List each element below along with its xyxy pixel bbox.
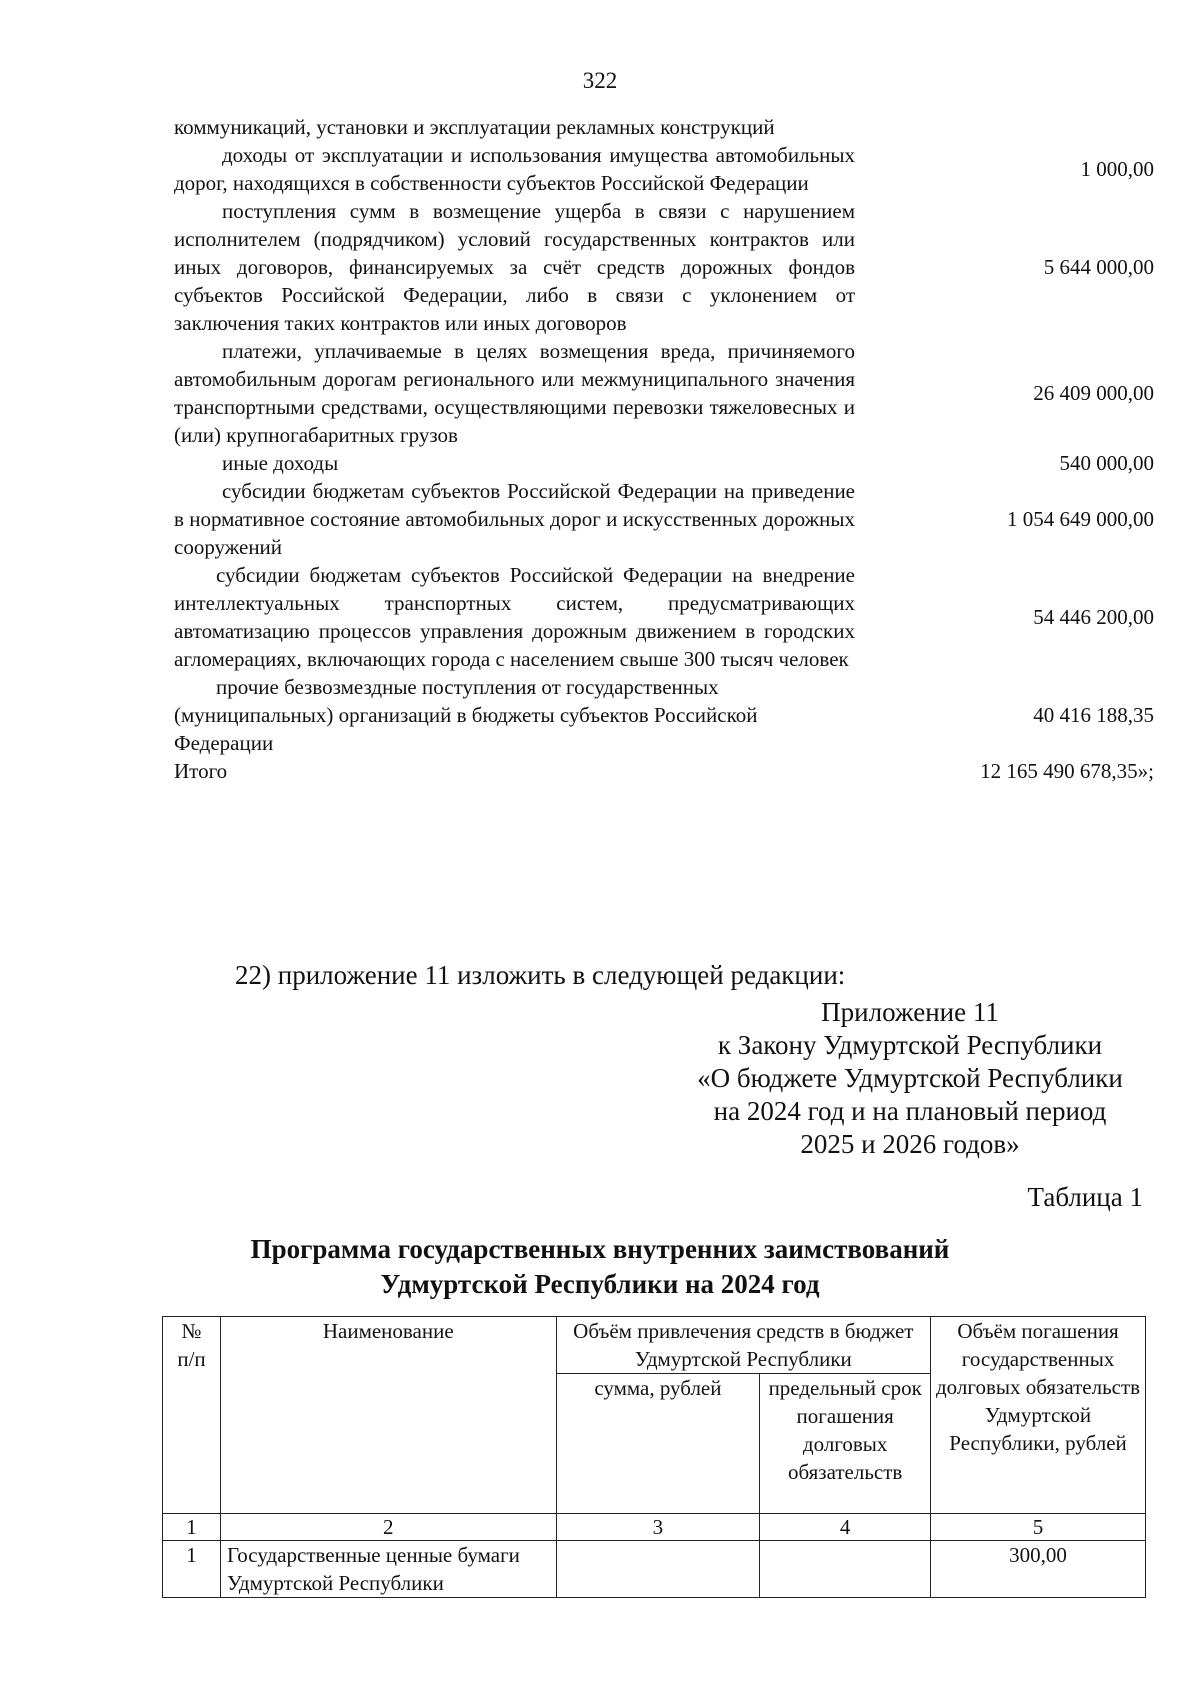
total-label: Итого xyxy=(174,759,228,783)
appendix-reference xyxy=(660,996,1160,1161)
header-num: № п/п xyxy=(163,1317,221,1514)
document-title xyxy=(0,1232,1200,1302)
column-index: 4 xyxy=(760,1514,931,1541)
income-text: платежи, уплачиваемые в целях возмещения вреда, причиняемого автомобильным дорогам регионального или межмуниципального значения транспортными средствами, осуществляющими перевозки тяжеловесных и (или) крупногабаритных грузов xyxy=(174,339,855,447)
appendix-line: «О бюджете Удмуртской Республики xyxy=(697,1063,1123,1093)
row-term xyxy=(760,1541,931,1598)
header-repayment: Объём погашения государственных долговых обязательств Удмуртской Республики, рублей xyxy=(931,1317,1146,1514)
income-row xyxy=(174,141,1154,197)
income-text: доходы от эксплуатации и использования имущества автомобильных дорог, находящихся в собственности субъектов Российской Федерации xyxy=(174,143,855,195)
column-index: 5 xyxy=(931,1514,1146,1541)
row-repayment: 300,00 xyxy=(931,1541,1146,1598)
total-amount: 12 165 490 678,35»; xyxy=(980,759,1154,783)
income-amount: 1 054 649 000,00 xyxy=(1007,507,1154,531)
column-index: 3 xyxy=(556,1514,760,1541)
income-amount: 540 000,00 xyxy=(1059,451,1154,475)
table-label: Таблица 1 xyxy=(1027,1182,1143,1212)
income-list xyxy=(174,113,1154,785)
appendix-line: на 2024 год и на плановый период xyxy=(713,1096,1107,1126)
appendix-line: к Закону Удмуртской Республики xyxy=(717,1030,1103,1060)
income-text: иные доходы xyxy=(222,451,339,475)
income-text: субсидии бюджетам субъектов Российской Федерации на приведение в нормативное состояние автомобильных дорог и искусственных дорожных сооружений xyxy=(174,479,855,559)
income-amount: 26 409 000,00 xyxy=(1033,381,1154,405)
borrowings-table xyxy=(162,1316,1146,1598)
income-text: поступления сумм в возмещение ущерба в связи с нарушением исполнителем (подрядчиком) условий государственных контрактов или иных договоров, финансируемых за счёт средств дорожных фондов субъектов Российской Федерации, либо в связи с уклонением от заключения таких контрактов или иных договоров xyxy=(174,199,855,335)
income-amount: 5 644 000,00 xyxy=(1043,255,1154,279)
page-number: 322 xyxy=(582,68,618,93)
header-attraction: Объём привлечения средств в бюджет Удмуртской Республики xyxy=(556,1317,931,1374)
header-name: Наименование xyxy=(220,1317,556,1514)
income-row xyxy=(174,197,1154,337)
income-row xyxy=(174,449,1154,477)
row-name: Государственные ценные бумаги Удмуртской Республики xyxy=(220,1541,556,1598)
table-header-row xyxy=(163,1317,1146,1374)
column-index: 1 xyxy=(163,1514,221,1541)
income-text: коммуникаций, установки и эксплуатации рекламных конструкций xyxy=(174,115,775,139)
income-row xyxy=(174,673,1154,757)
column-index: 2 xyxy=(220,1514,556,1541)
row-sum xyxy=(556,1541,760,1598)
table-row xyxy=(163,1541,1146,1598)
title-line: Удмуртской Республики на 2024 год xyxy=(380,1269,820,1299)
income-row xyxy=(174,113,1154,141)
amendment-instruction: 22) приложение 11 изложить в следующей редакции: xyxy=(235,960,846,990)
income-amount: 40 416 188,35 xyxy=(1033,703,1154,727)
income-row xyxy=(174,477,1154,561)
income-amount: 1 000,00 xyxy=(1080,157,1154,181)
title-line: Программа государственных внутренних заимствований xyxy=(250,1234,950,1264)
income-text: прочие безвозмездные поступления от государственных (муниципальных) организаций в бюджеты субъектов Российской Федерации xyxy=(174,675,758,755)
income-row xyxy=(174,337,1154,449)
income-text: субсидии бюджетам субъектов Российской Федерации на внедрение интеллектуальных транспортных систем, предусматривающих автоматизацию процессов управления дорожным движением в городских агломерациях, включающих города с населением свыше 300 тысяч человек xyxy=(174,563,855,671)
total-row xyxy=(174,757,1154,785)
header-term: предельный срок погашения долговых обязательств xyxy=(760,1374,931,1514)
header-sum: сумма, рублей xyxy=(556,1374,760,1514)
income-amount: 54 446 200,00 xyxy=(1033,605,1154,629)
appendix-line: Приложение 11 xyxy=(821,997,999,1027)
column-index-row xyxy=(163,1514,1146,1541)
row-num: 1 xyxy=(163,1541,221,1598)
income-row xyxy=(174,561,1154,673)
appendix-line: 2025 и 2026 годов» xyxy=(800,1129,1020,1159)
